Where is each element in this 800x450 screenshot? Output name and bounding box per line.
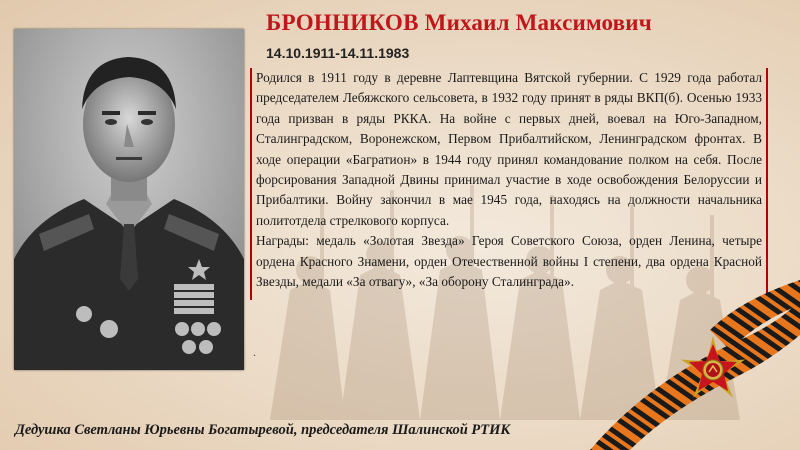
page-title: [266, 10, 652, 40]
biography-paragraph: Родился в 1911 году в деревне Лаптевщина Вятской губернии. С 1929 года работал председателем Лебяжского сельсовета, в 1932 году принят в ряды ВКП(б). Осенью 1933 года призван в ряды РККА. На войне с первых дней, воевал на Юго-Западном, Сталинградском, Воронежском, Первом Прибалтийском, Ленинградском фронтах. В ходе операции «Багратион» в 1944 году принял командование полком на себя. После форсирования Западной Двины принимал участие в ходе освобождения Белоруссии и Прибалтики. Войну закончил в мае 1945 года, находясь на должности начальника политотдела стрелкового корпуса.: [256, 70, 762, 228]
life-dates: 14.10.1911-14.11.1983: [266, 45, 410, 61]
order-of-patriotic-war-icon: [678, 335, 748, 405]
title-given-names: Михаил Максимович: [424, 10, 652, 35]
title-surname: БРОННИКОВ: [266, 10, 419, 35]
footer-caption: Дедушка Светланы Юрьевны Богатыревой, председателя Шалинской РТИК: [15, 422, 511, 438]
stray-dot: .: [253, 345, 256, 359]
soldier-portrait-photo: [14, 29, 244, 370]
awards-paragraph: Награды: медаль «Золотая Звезда» Героя Советского Союза, орден Ленина, четыре ордена Красного Знамени, орден Отечественной войны I степени, два ордена Красной Звезды, медали «За отвагу», «За оборону Сталинграда».: [256, 233, 762, 290]
